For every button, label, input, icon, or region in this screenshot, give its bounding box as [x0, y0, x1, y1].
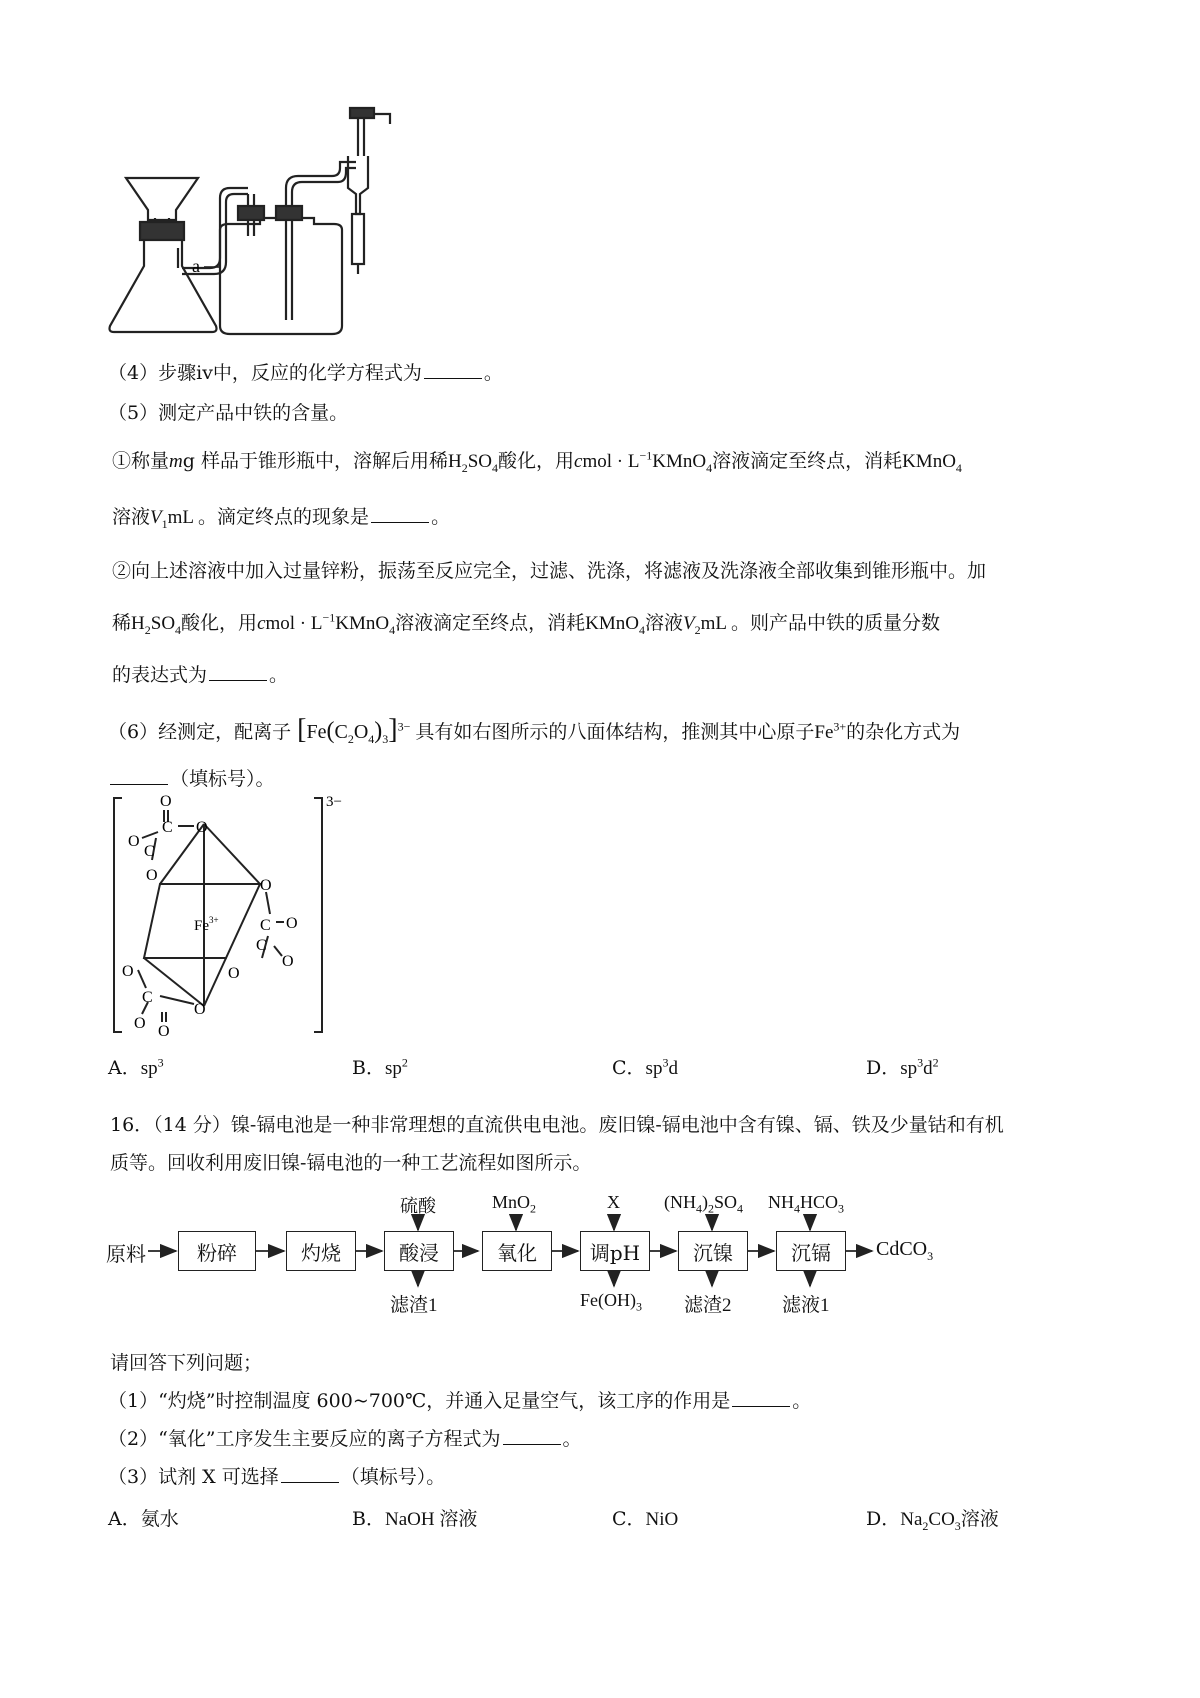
q16-line2: 质等。回收利用废旧镍-镉电池的一种工艺流程如图所示。	[110, 1152, 592, 1174]
flow-step-precipitate-cd: 沉镉	[776, 1231, 846, 1271]
structure-charge: 3−	[326, 794, 342, 810]
answer-blank[interactable]	[503, 1443, 561, 1445]
filtration-apparatus-diagram	[100, 98, 460, 338]
flow-step-roast: 灼烧	[286, 1231, 356, 1271]
answer-blank[interactable]	[371, 521, 429, 523]
flow-output-filtrate1: 滤液1	[782, 1295, 830, 1316]
octahedral-structure-diagram	[108, 788, 368, 1038]
answer-blank[interactable]	[281, 1481, 339, 1483]
flow-step-oxidize: 氧化	[482, 1231, 552, 1271]
atom-o: O	[286, 915, 298, 932]
q16-line1: 16．（14 分）镍-镉电池是一种非常理想的直流供电电池。废旧镍-镉电池中含有镍、镉、铁及少量钴和有机	[110, 1114, 1004, 1136]
atom-o: O	[160, 793, 172, 810]
q16-part3: （3）试剂 X 可选择 （填标号）。	[108, 1466, 446, 1488]
flow-input-ammonium-bicarbonate: $NH_4HCO_3$	[768, 1192, 845, 1216]
atom-c: C	[144, 843, 155, 860]
flow-input-ammonium-sulfate: $(NH_4)_2SO_4$	[664, 1192, 744, 1216]
flow-end-product: CdCO$_3$	[876, 1238, 934, 1263]
flow-input-x: X	[607, 1192, 620, 1212]
q4-line: （4）步骤ⅳ中，反应的化学方程式为 。	[108, 362, 503, 384]
flow-start-label: 原料	[106, 1244, 146, 1266]
q16-intro: 请回答下列问题；	[110, 1352, 263, 1374]
atom-c: C	[256, 937, 267, 954]
flow-input-mno2: MnO$_2$	[492, 1192, 537, 1216]
complex-ion-formula: $[Fe(C_2O_4)_3]^{3-}$	[297, 714, 411, 746]
atom-o: O	[122, 963, 134, 980]
flow-output-feoh3: $Fe(OH)_3$	[580, 1290, 642, 1314]
flow-step-precipitate-ni: 沉镍	[678, 1231, 748, 1271]
q6-option-c[interactable]: C．$sp^3d$	[612, 1055, 678, 1079]
q6-line2: （填标号）。	[108, 764, 275, 791]
q5-1-line1: ①称量mg 样品于锥形瓶中，溶解后用稀$H_2SO_4$酸化，用cmol · $L^{-1}KMnO_4$溶液滴定至终点，消耗KMnO$_4$	[112, 448, 962, 475]
atom-o: O	[228, 965, 240, 982]
q16-option-d[interactable]: D．$Na_2CO_3$溶液	[866, 1508, 999, 1533]
q5-2-line1: ②向上述溶液中加入过量锌粉，振荡至反应完全，过滤、洗涤，将滤液及洗涤液全部收集到锥形瓶中。加	[112, 560, 987, 582]
q6-option-d[interactable]: D．$sp^3d^2$	[866, 1055, 939, 1079]
atom-o: O	[158, 1023, 170, 1038]
q5-1-line2: 溶液$V_1mL$ 。滴定终点的现象是 。	[112, 506, 451, 531]
flow-step-adjust-ph: 调pH	[580, 1231, 650, 1271]
atom-o: O	[146, 867, 158, 884]
q16-part2: （2）“氧化”工序发生主要反应的离子方程式为 。	[108, 1428, 582, 1450]
q6-option-b[interactable]: B．$sp^2$	[352, 1055, 408, 1079]
q16-part1: （1）“灼烧”时控制温度 600~700℃，并通入足量空气，该工序的作用是 。	[108, 1390, 812, 1412]
q16-option-c[interactable]: C．NiO	[612, 1508, 679, 1530]
atom-o: O	[194, 1001, 206, 1018]
atom-o: O	[282, 953, 294, 970]
flow-input-sulfuric-acid: 硫酸	[400, 1196, 436, 1216]
atom-o: O	[134, 1015, 146, 1032]
q6-line1: （6）经测定，配离子 $[Fe(C_2O_4)_3]^{3-}$ 具有如右图所示的八面体结构，推测其中心原子$Fe^{3+}$的杂化方式为	[108, 714, 961, 746]
atom-o: O	[196, 819, 208, 836]
structure-center-atom: $Fe^{3+}$	[194, 915, 219, 934]
q6-option-a[interactable]: A．$sp^3$	[108, 1055, 164, 1079]
q5-2-line2: 稀$H_2SO_4$酸化，用cmol · $L^{-1}KMnO_4$溶液滴定至终点，消耗KMnO$_4$溶液$V_2mL$ 。则产品中铁的质量分数	[112, 610, 941, 637]
atom-c: C	[142, 989, 153, 1006]
answer-blank[interactable]	[732, 1405, 790, 1407]
answer-blank[interactable]	[424, 377, 482, 379]
apparatus-label-a: a	[192, 256, 200, 276]
answer-blank[interactable]	[209, 679, 267, 681]
flow-output-residue2: 滤渣2	[684, 1295, 732, 1316]
q5-line: （5）测定产品中铁的含量。	[108, 402, 349, 424]
flow-step-crush: 粉碎	[178, 1231, 256, 1271]
atom-c: C	[162, 819, 173, 836]
flow-step-acid-leach: 酸浸	[384, 1231, 454, 1271]
q16-option-a[interactable]: A．氨水	[108, 1508, 179, 1530]
atom-o: O	[128, 833, 140, 850]
q5-2-line3: 的表达式为 。	[112, 664, 289, 686]
atom-c: C	[260, 917, 271, 934]
answer-blank[interactable]	[110, 783, 168, 785]
atom-o: O	[260, 877, 272, 894]
q16-option-b[interactable]: B．NaOH 溶液	[352, 1508, 478, 1530]
flow-output-residue1: 滤渣1	[390, 1295, 438, 1316]
